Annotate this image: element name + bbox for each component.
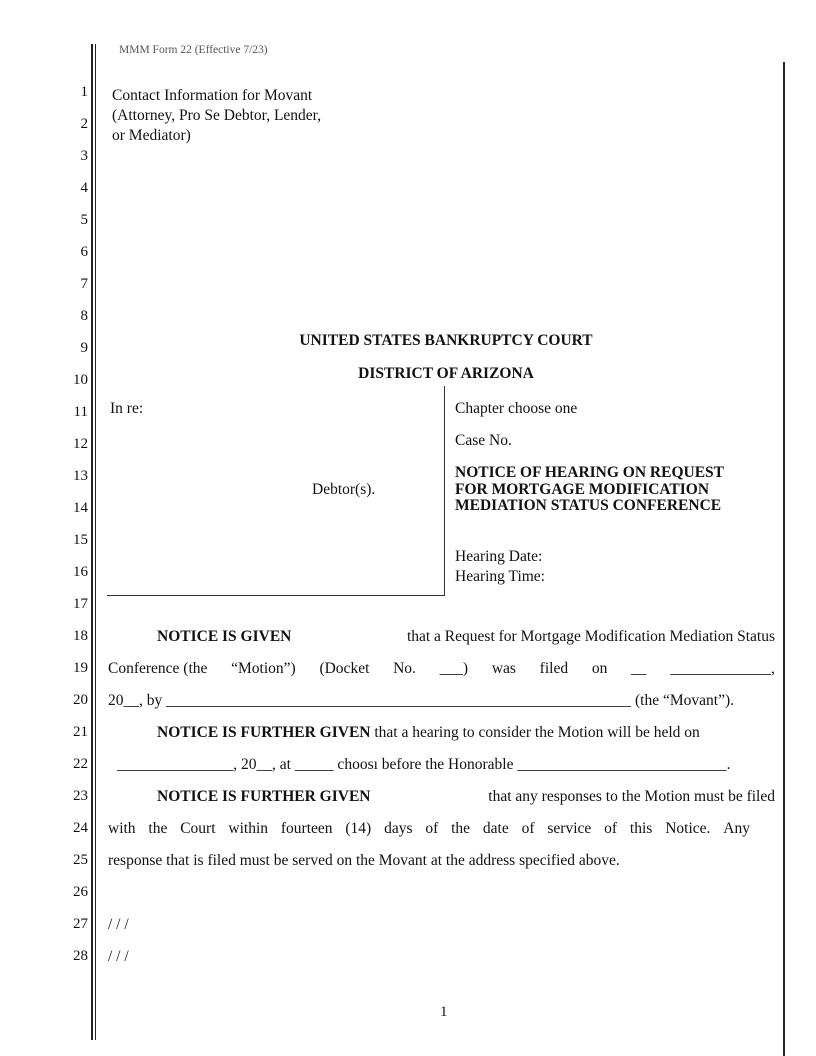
- line-number: 9: [80, 340, 88, 356]
- contact-block: [112, 86, 321, 146]
- hearing-time-field[interactable]: Hearing Time:: [455, 568, 545, 585]
- line-number: 12: [73, 436, 88, 452]
- line-number: 22: [73, 756, 88, 772]
- word: (Docket: [319, 660, 370, 677]
- word: date: [482, 820, 509, 837]
- line-number: 16: [73, 564, 88, 580]
- word: No.: [393, 660, 416, 677]
- in-re-label: In re:: [110, 400, 144, 417]
- word: Any: [723, 820, 750, 837]
- word: fourteen: [280, 820, 333, 837]
- line-number: 11: [73, 404, 88, 420]
- caption-divider-horizontal: [107, 595, 445, 596]
- contact-line-2: (Attorney, Pro Se Debtor, Lender,: [112, 107, 322, 124]
- line-number: 23: [73, 788, 88, 804]
- word: within: [228, 820, 269, 837]
- notice-title-line-2: FOR MORTGAGE MODIFICATION: [455, 480, 710, 498]
- left-margin-rule-outer: [91, 44, 93, 1040]
- paragraph-3-line-2: [108, 820, 750, 838]
- caption-divider-vertical: [444, 386, 445, 596]
- word: the: [451, 820, 471, 837]
- right-margin-rule: [783, 62, 785, 1056]
- paragraph-1-line-3[interactable]: 20__, by ____________________________________________________________ (the “Movant”).: [108, 692, 734, 709]
- line-number: 19: [73, 660, 88, 676]
- word: “Motion”): [231, 660, 296, 677]
- chapter-field[interactable]: Chapter choose one: [455, 400, 578, 417]
- word: was: [491, 660, 516, 677]
- paragraph-2-line-2[interactable]: _______________, 20__, at _____ choosı before the Honorable ___________________________.: [117, 756, 731, 773]
- word: __: [631, 660, 647, 677]
- paragraph-1-line-1: [157, 628, 775, 646]
- line-number: 18: [73, 628, 88, 644]
- line-number: 17: [73, 596, 88, 612]
- continuation-slashes-2: / / /: [108, 948, 129, 965]
- court-district: DISTRICT OF ARIZONA: [358, 365, 534, 382]
- line-number: 1: [80, 84, 88, 100]
- paragraph-3-text: that any responses to the Motion must be filed: [488, 788, 775, 805]
- line-number: 21: [73, 724, 88, 740]
- line-number: 15: [73, 532, 88, 548]
- paragraph-3-line-1: [157, 788, 775, 806]
- word: the: [148, 820, 168, 837]
- notice-further-given-bold-1: NOTICE IS FURTHER GIVEN: [157, 724, 371, 741]
- line-number: 20: [73, 692, 88, 708]
- left-margin-rule-inner: [95, 44, 96, 1040]
- word: days: [384, 820, 413, 837]
- line-number: 2: [80, 116, 88, 132]
- line-number: 14: [73, 500, 88, 516]
- contact-line-1: Contact Information for Movant: [112, 87, 313, 104]
- paragraph-2-line-1: [157, 724, 775, 742]
- paragraph-1-line-2: [108, 660, 775, 678]
- line-number: 8: [80, 308, 88, 324]
- word: with: [108, 820, 136, 837]
- word: of: [604, 820, 618, 837]
- word: this: [629, 820, 653, 837]
- word: (14): [345, 820, 372, 837]
- word: of: [521, 820, 535, 837]
- paragraph-2-text: that a hearing to consider the Motion will be held on: [374, 724, 700, 741]
- line-number: 3: [80, 148, 88, 164]
- word: _____________,: [670, 660, 775, 677]
- case-number-field[interactable]: Case No.: [455, 432, 512, 449]
- word: of: [425, 820, 439, 837]
- notice-title-line-3: MEDIATION STATUS CONFERENCE: [455, 497, 722, 514]
- line-number: 4: [80, 180, 88, 196]
- line-number: 13: [73, 468, 88, 484]
- notice-title-line-1: NOTICE OF HEARING ON REQUEST: [455, 464, 724, 481]
- notice-title: [455, 465, 724, 515]
- line-number: 6: [80, 244, 88, 260]
- form-label: MMM Form 22 (Effective 7/23): [119, 44, 268, 56]
- word: Conference (the: [108, 660, 208, 677]
- line-number: 28: [73, 948, 88, 964]
- contact-line-3: or Mediator): [112, 127, 191, 144]
- debtor-label: Debtor(s).: [312, 481, 376, 498]
- notice-further-given-bold-2: NOTICE IS FURTHER GIVEN: [157, 788, 371, 805]
- word: Notice.: [665, 820, 711, 837]
- word: ___): [439, 660, 469, 677]
- line-number: 5: [80, 212, 88, 228]
- word: on: [591, 660, 608, 677]
- hearing-date-field[interactable]: Hearing Date:: [455, 548, 543, 565]
- line-number: 25: [73, 852, 88, 868]
- paragraph-3-line-3: response that is filed must be served on the Movant at the address specified above.: [108, 852, 620, 869]
- line-number: 26: [73, 884, 88, 900]
- line-number: 27: [73, 916, 88, 932]
- word: filed: [539, 660, 569, 677]
- word: Court: [180, 820, 216, 837]
- hearing-info: [455, 547, 545, 587]
- court-name: UNITED STATES BANKRUPTCY COURT: [299, 332, 593, 349]
- line-number: 10: [73, 372, 88, 388]
- notice-is-given-bold: NOTICE IS GIVEN: [157, 628, 292, 645]
- word: service: [547, 820, 592, 837]
- paragraph-1-text: that a Request for Mortgage Modification Mediation Status: [406, 628, 775, 645]
- continuation-slashes-1: / / /: [108, 916, 129, 933]
- line-number: 7: [80, 276, 88, 292]
- page-number: 1: [440, 1004, 448, 1020]
- line-number: 24: [73, 820, 88, 836]
